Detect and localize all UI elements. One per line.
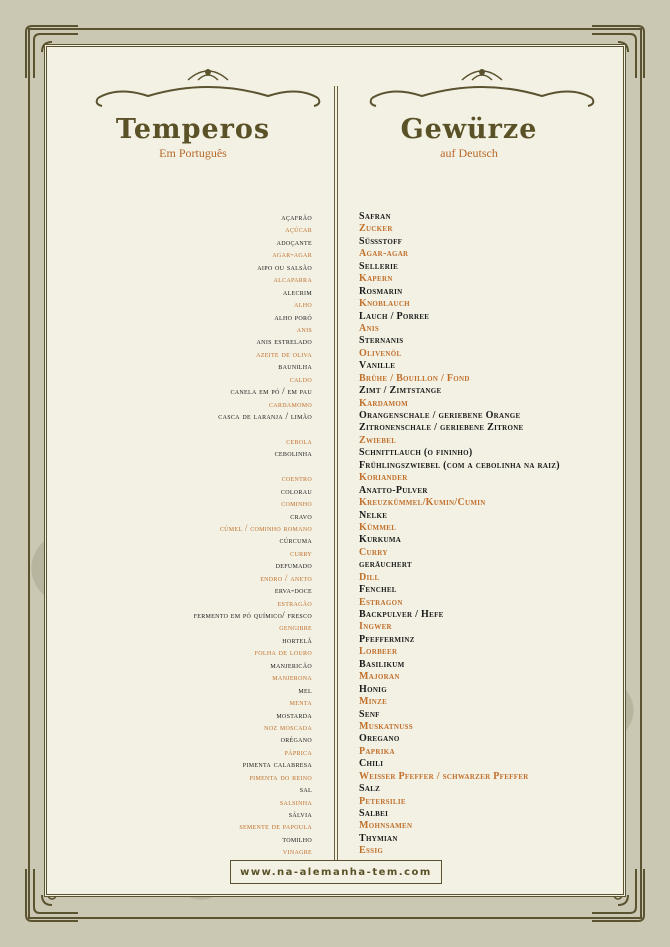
term-portuguese: alho (294, 299, 312, 310)
term-portuguese: casca de laranja / limão (218, 411, 312, 421)
term-portuguese: endro / aneto (260, 572, 312, 583)
term-portuguese: menta (289, 697, 312, 708)
term-german: Curry (359, 546, 388, 558)
term-german: Anatto-Pulver (359, 484, 428, 496)
term-german: Chili (359, 758, 384, 770)
term-portuguese: colorau (280, 485, 312, 496)
term-german: Paprika (359, 745, 395, 757)
term-german: Sternanis (359, 335, 404, 347)
term-portuguese: agar-agar (272, 249, 312, 260)
term-portuguese: fermento em pó químico/ fresco (193, 610, 312, 620)
term-german: Thymian (359, 832, 398, 844)
term-portuguese: orégano (280, 734, 312, 745)
term-german: Anis (359, 322, 380, 334)
term-german: Salz (359, 783, 381, 795)
term-portuguese: mostarda (276, 709, 312, 720)
term-german: Süßstoff (359, 235, 403, 247)
portuguese-column (194, 211, 312, 858)
term-german: Orangenschale / geriebene Orange (359, 410, 521, 421)
term-portuguese: alcaparra (273, 274, 312, 285)
term-german: Backpulver / Hefe (359, 609, 444, 620)
term-german: Schnittlauch (o fininho) (359, 447, 473, 459)
term-portuguese: curry (290, 547, 312, 558)
term-portuguese (194, 460, 312, 472)
footer-url-box (230, 860, 442, 884)
column-divider (337, 86, 338, 876)
term-portuguese: sal (299, 784, 312, 795)
term-portuguese: cardamomo (268, 398, 312, 409)
term-german: Dill (359, 571, 380, 583)
term-portuguese: folha de louro (254, 647, 312, 658)
term-german: Kapern (359, 273, 393, 285)
term-german: Vanille (359, 360, 396, 372)
term-german: Nelke (359, 509, 388, 521)
term-german: Minze (359, 696, 388, 708)
term-german: Kardamom (359, 397, 409, 409)
term-german: Frühlingszwiebel (com a cebolinha na raiz) (359, 459, 560, 471)
term-german: Ingwer (359, 621, 392, 633)
term-german: Kurkuma (359, 534, 402, 546)
term-portuguese: baunilha (278, 361, 312, 372)
term-portuguese: salsinha (279, 796, 312, 807)
term-portuguese: canela em pó / em pau (230, 386, 312, 397)
term-portuguese: sálvia (288, 809, 312, 819)
term-german: Safran (359, 211, 391, 222)
term-german: Zitronenschale / geriebene Zitrone (359, 422, 524, 434)
term-german: Olivenöl (359, 347, 402, 359)
term-portuguese: páprica (284, 746, 312, 757)
term-german: Weißer Pfeffer / schwarzer Pfeffer (359, 770, 529, 782)
term-portuguese: adoçante (276, 236, 312, 247)
term-german: Lorbeer (359, 646, 398, 658)
subtitle-german: auf Deutsch (440, 146, 498, 160)
term-portuguese: mel (298, 684, 312, 695)
term-portuguese: manjericão (270, 659, 312, 670)
term-portuguese: alho poró (274, 311, 312, 322)
title-german: Gewürze (400, 114, 538, 145)
term-portuguese: cebolinha (274, 448, 312, 459)
term-german: Salbei (359, 808, 389, 819)
term-german: Knoblauch (359, 298, 410, 310)
term-portuguese: semente de papoula (239, 821, 312, 832)
term-portuguese: cominho (281, 498, 312, 509)
term-portuguese: cravo (290, 510, 312, 521)
term-portuguese (194, 422, 312, 434)
german-column (359, 211, 560, 858)
footer-url[interactable]: www.na-alemanha-tem.com (240, 866, 432, 878)
term-portuguese: gengibre (279, 622, 312, 633)
term-portuguese: anis estrelado (256, 336, 312, 347)
term-portuguese: tomilho (282, 833, 312, 844)
term-german: Mohnsamen (359, 820, 413, 832)
term-portuguese: hortelã (282, 634, 312, 645)
term-portuguese: açúcar (285, 224, 312, 235)
subtitle-portuguese: Em Português (159, 146, 227, 160)
term-portuguese: vinagre (282, 846, 312, 857)
term-portuguese: aipo ou salsão (257, 261, 312, 272)
term-german: Kümmel (359, 521, 397, 533)
title-portuguese: Temperos (115, 114, 271, 145)
term-german: Pfefferminz (359, 633, 415, 645)
term-portuguese: cúrcuma (279, 535, 312, 546)
term-portuguese: defumado (275, 560, 312, 571)
term-portuguese: noz moscada (264, 721, 312, 732)
term-german: Kreuzkümmel/Kumin/Cumin (359, 497, 486, 509)
term-german: Zwiebel (359, 434, 397, 446)
term-portuguese: anis (296, 323, 312, 334)
term-german: Koriander (359, 472, 408, 484)
term-portuguese: manjerona (272, 672, 312, 683)
term-german: Muskatnuss (359, 720, 413, 732)
term-german: Sellerie (359, 260, 399, 272)
term-german: Senf (359, 708, 380, 720)
term-portuguese: alecrim (282, 286, 312, 297)
term-portuguese: pimenta calabresa (242, 759, 312, 770)
term-portuguese: erva-doce (274, 585, 312, 596)
column-divider (334, 86, 335, 876)
term-portuguese: estragão (277, 597, 312, 608)
term-german: Zimt / Zimtstange (359, 385, 442, 397)
term-german: Agar-agar (359, 248, 409, 260)
term-german: Oregano (359, 733, 400, 745)
term-german: Fenchel (359, 584, 397, 596)
term-portuguese: azeite de oliva (256, 348, 312, 359)
term-german: Lauch / Porree (359, 310, 430, 322)
term-german: Honig (359, 683, 387, 695)
term-german: Basilikum (359, 658, 405, 670)
term-german: Petersilie (359, 795, 406, 807)
term-german: Zucker (359, 223, 393, 235)
term-german: Majoran (359, 671, 400, 683)
term-german: Essig (359, 845, 384, 857)
term-portuguese: cebola (286, 435, 312, 446)
term-portuguese: açafrão (281, 212, 312, 222)
term-german: Estragon (359, 596, 403, 608)
term-german: Brühe / Bouillon / Fond (359, 372, 470, 384)
term-portuguese: caldo (289, 373, 312, 384)
term-portuguese: coentro (281, 473, 312, 484)
term-german: geräuchert (359, 559, 412, 571)
term-portuguese: pimenta do reino (249, 771, 312, 782)
term-german: Rosmarin (359, 285, 403, 297)
term-portuguese: cúmel / cominho romano (219, 522, 312, 533)
